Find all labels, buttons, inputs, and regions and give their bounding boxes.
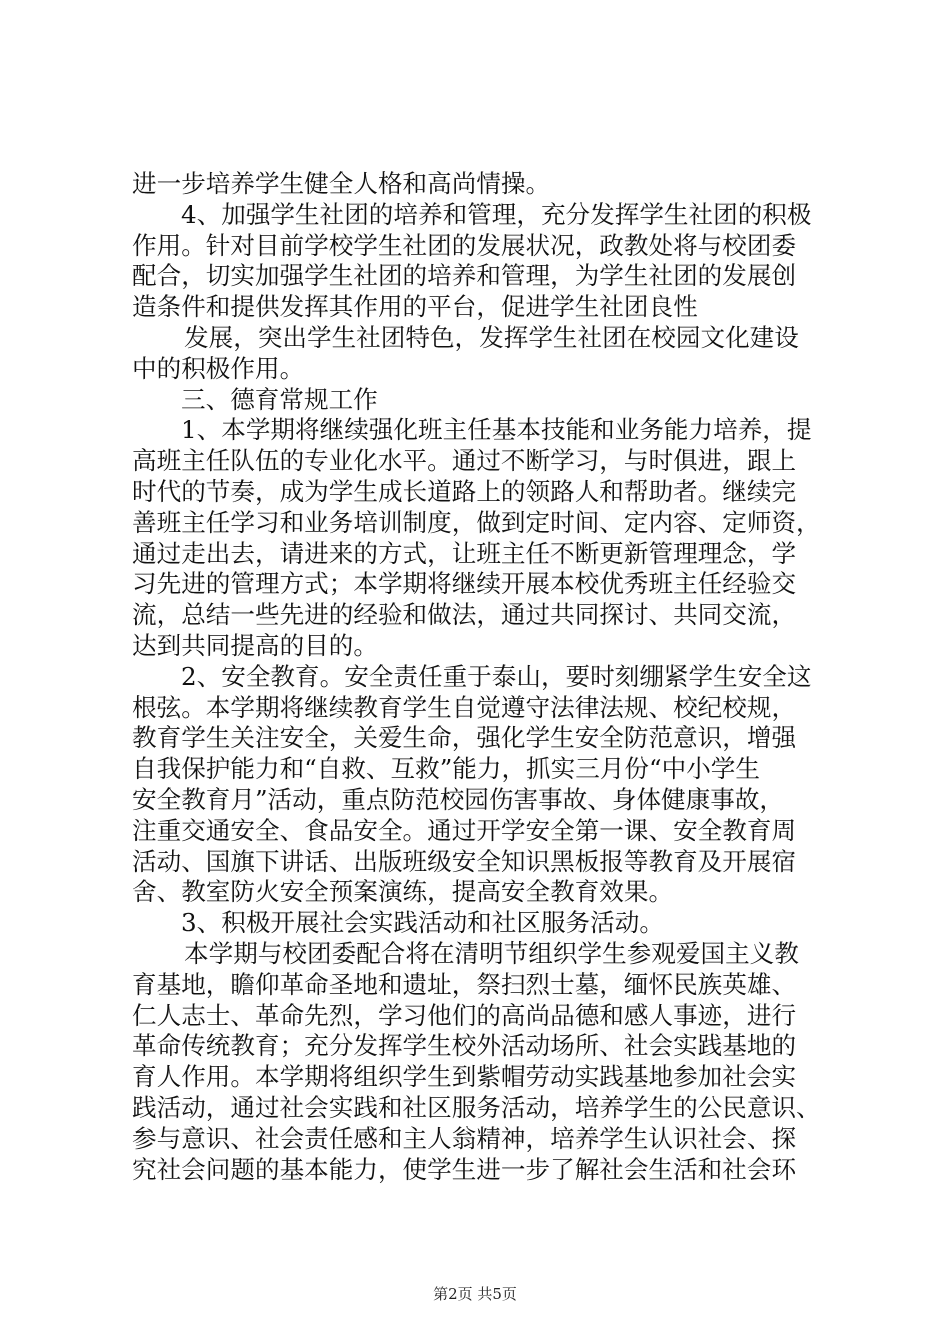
text-line: 1、本学期将继续强化班主任基本技能和业务能力培养，提 [181,415,812,445]
text-line: 究社会问题的基本能力，使学生进一步了解社会生活和社会环 [132,1154,797,1184]
text-line: 仁人志士、革命先烈，学习他们的高尚品德和感人事迹，进行 [132,1000,797,1030]
page-number: 第2页 共5页 [433,1285,517,1303]
text-line: 根弦。本学期将继续教育学生自觉遵守法律法规、校纪校规， [132,692,797,722]
text-line: 善班主任学习和业务培训制度，做到定时间、定内容、定师资， [132,507,821,537]
text-line: 4、加强学生社团的培养和管理，充分发挥学生社团的积极 [181,199,812,229]
document-body [132,169,832,1185]
text-line: 革命传统教育；充分发挥学生校外活动场所、社会实践基地的 [132,1031,797,1061]
text-line: 注重交通安全、食品安全。通过开学安全第一课、安全教育周 [132,815,797,845]
text-line: 中的积极作用。 [132,353,305,383]
text-line: 安全教育月”活动，重点防范校园伤害事故、身体健康事故， [132,784,785,814]
text-line: 活动、国旗下讲话、出版班级安全知识黑板报等教育及开展宿 [132,846,797,876]
text-line: 流，总结一些先进的经验和做法，通过共同探讨、共同交流， [132,600,797,630]
text-line: 达到共同提高的目的。 [132,630,378,660]
text-line: 时代的节奏，成为学生成长道路上的领路人和帮助者。继续完 [132,476,797,506]
text-line: 3、积极开展社会实践活动和社区服务活动。 [181,908,664,938]
text-line: 造条件和提供发挥其作用的平台，促进学生社团良性 [132,292,698,322]
text-line: 教育学生关注安全，关爱生命，强化学生安全防范意识，增强 [132,723,797,753]
text-line: 配合，切实加强学生社团的培养和管理，为学生社团的发展创 [132,261,797,291]
text-line: 作用。针对目前学校学生社团的发展状况，政教处将与校团委 [132,230,797,260]
text-line: 育人作用。本学期将组织学生到紫帽劳动实践基地参加社会实 [132,1062,797,1092]
text-line: 自我保护能力和“自救、互救”能力，抓实三月份“中小学生 [132,754,760,784]
section-heading: 三、德育常规工作 [181,384,378,414]
text-line: 舍、教室防火安全预案演练，提高安全教育效果。 [132,877,674,907]
text-line: 2、安全教育。安全责任重于泰山，要时刻绷紧学生安全这 [181,661,812,691]
text-line: 习先进的管理方式；本学期将继续开展本校优秀班主任经验交 [132,569,797,599]
text-line: 践活动，通过社会实践和社区服务活动，培养学生的公民意识、 [132,1092,821,1122]
text-line: 通过走出去，请进来的方式，让班主任不断更新管理理念，学 [132,538,797,568]
text-line: 发展，突出学生社团特色，发挥学生社团在校园文化建设 [184,322,799,352]
text-line: 进一步培养学生健全人格和高尚情操。 [132,169,551,198]
text-line: 高班主任队伍的专业化水平。通过不断学习，与时俱进，跟上 [132,446,797,476]
text-line: 育基地，瞻仰革命圣地和遗址，祭扫烈士墓，缅怀民族英雄、 [132,969,797,999]
text-line: 参与意识、社会责任感和主人翁精神，培养学生认识社会、探 [132,1123,797,1153]
text-line: 本学期与校团委配合将在清明节组织学生参观爱国主义教 [184,938,799,968]
